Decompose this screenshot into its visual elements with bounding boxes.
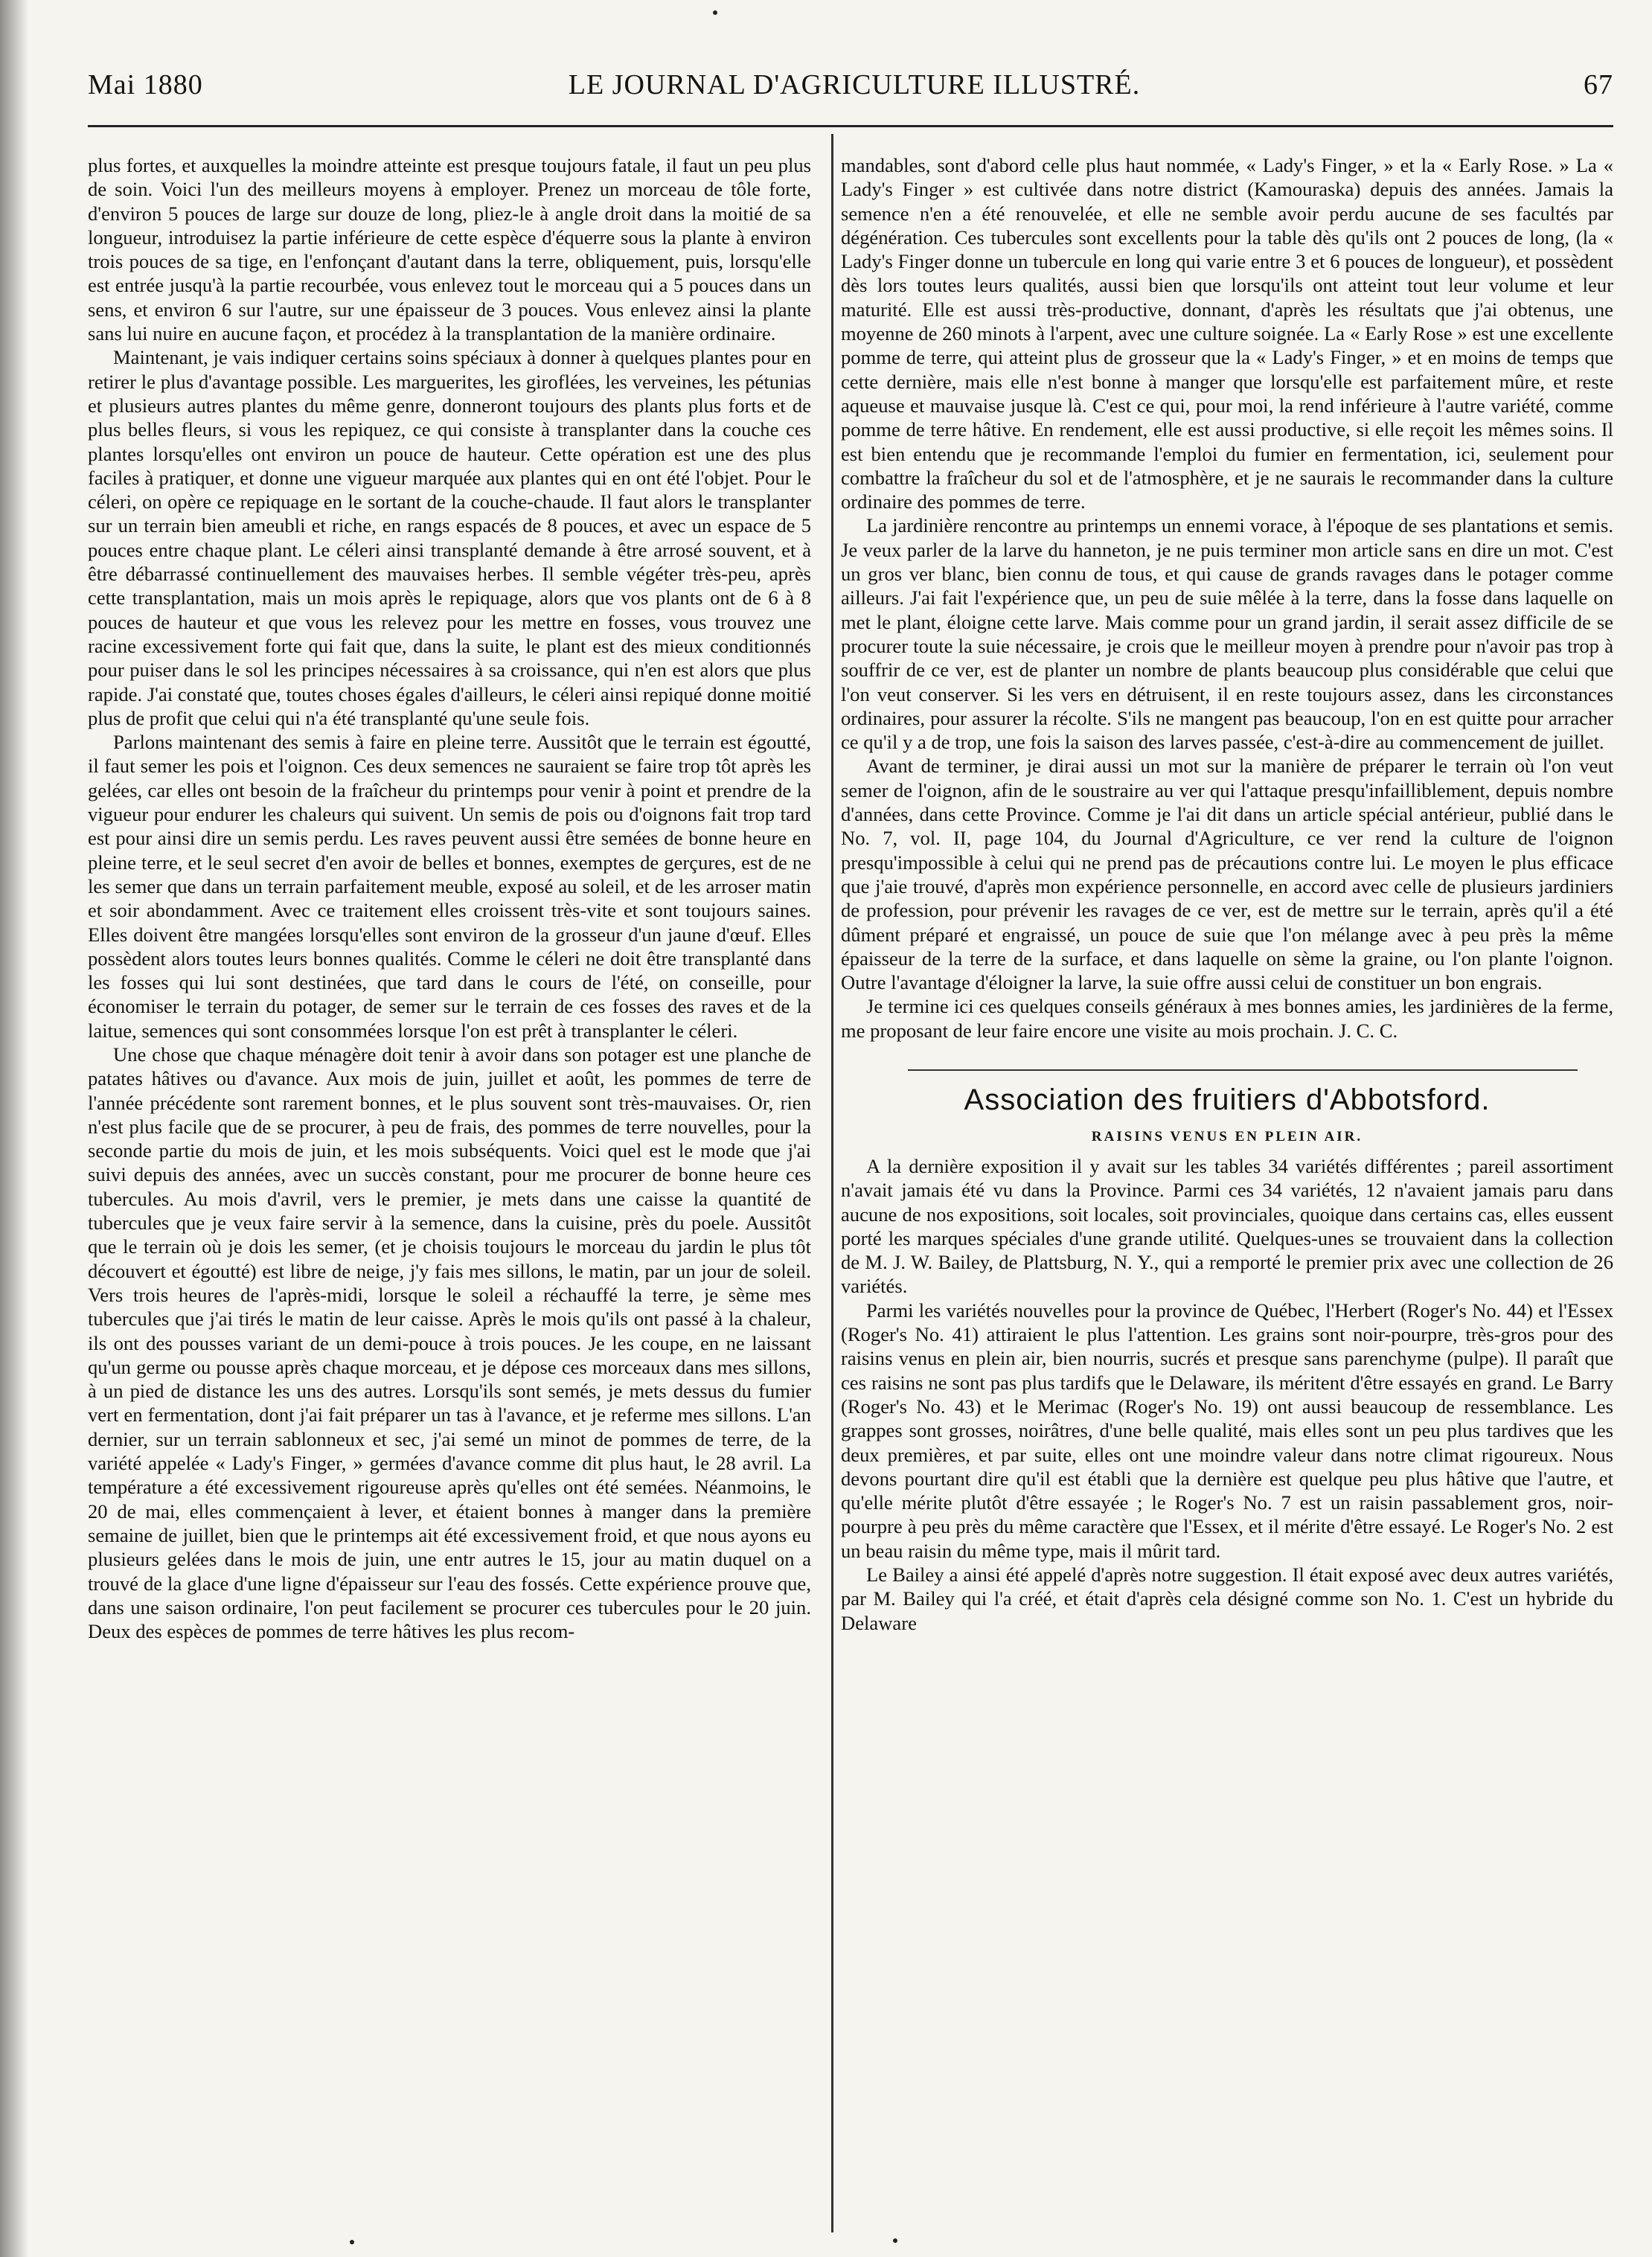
- article-subtitle: RAISINS VENUS EN PLEIN AIR.: [1091, 1128, 1363, 1144]
- left-paragraph-3: Parlons maintenant des semis à faire en pleine terre. Aussitôt que le terrain est égoutté, il faut semer les pois et l'oignon. Ces deux semences ne sauraient se faire trop tôt après les gelées, car elles ont besoin de la fraîcheur du printemps pour venir à point et prendre de la vigueur pour endurer les chaleurs qui suivent. Un semis de pois ou d'oignons fait trop tard est pour ainsi dire un semis perdu. Les raves peuvent aussi être semées de bonne heure en pleine terre, et le seul secret d'en avoir de belles et bonnes, exemptes de gerçures, est de ne les semer que dans un terrain parfaitement meuble, exposé au soleil, et de les arroser matin et soir abondamment. Avec ce traitement elles croissent très-vite et sont toujours saines. Elles doivent être mangées lorsqu'elles sont environ de la grosseur d'un jaune d'œuf. Elles possèdent alors toutes leurs bonnes qualités. Comme le céleri ne doit être transplanté dans les fosses qui lui sont destinées, que tard dans le cours de l'été, on conseille, pour économiser le terrain du potager, de semer sur le terrain de ces fosses des raves et de la laitue, semences qui sont consommées lorsque l'on est prêt à transplanter le céleri.: [88, 731, 811, 1042]
- left-paragraph-4: Une chose que chaque ménagère doit tenir à avoir dans son potager est une planche de patates hâtives ou d'avance. Aux mois de juin, juillet et août, les pommes de terre de l'année précédente sont rarement bonnes, et le plus souvent sont très-mauvaises. Or, rien n'est plus facile que de se procurer, à peu de frais, des pommes de terre nouvelles, pour la seconde partie du mois de juin, et les mois subséquents. Voici quel est le mode que j'ai suivi depuis des années, avec un succès constant, pour me procurer de bonne heure ces tubercules. Au mois d'avril, vers le premier, je mets dans une caisse la quantité de tubercules que je veux faire servir à la semence, dans la cuisine, près du poele. Aussitôt que le terrain où je dois les semer, (et je choisis toujours le morceau du jardin le plus tôt découvert et égoutté) est libre de neige, j'y fais mes sillons, le matin, par un jour de soleil. Vers trois heures de l'après-midi, lorsque le soleil a réchauffé la terre, je sème mes tubercules que j'ai tirés le matin de leur caisse. Après le mois qu'ils ont passé à la chaleur, ils ont des pousses variant de un demi-pouce à trois pouces. Je les coupe, en ne laissant qu'un germe ou pousse après chaque morceau, et je dépose ces morceaux dans mes sillons, à un pied de distance les uns des autres. Lorsqu'ils sont semés, je mets dessus du fumier vert en fermentation, dont j'ai fait préparer un tas à l'avance, et je referme mes sillons. L'an dernier, sur un terrain sablonneux et sec, j'ai semé un minot de pommes de terre, de la variété appelée « Lady's Finger, » germées d'avance comme dit plus haut, le 28 avril. La température a été excessivement rigoureuse après qu'elles ont été semées. Néanmoins, le 20 de mai, elles commençaient à lever, et étaient bonnes à manger dans la première semaine de juillet, bien que le printemps ait été excessivement froid, et que nous ayons eu plusieurs gelées dans le mois de juin, une entr autres le 15, jour au matin duquel on a trouvé de la glace d'une ligne d'épaisseur sur l'eau des fossés. Cette expérience prouve que, dans une saison ordinaire, l'on peut facilement se procurer ces tubercules pour le 20 juin. Deux des espèces de pommes de terre hâtives les plus recom-: [88, 1043, 811, 1643]
- left-paragraph-1: plus fortes, et auxquelles la moindre atteinte est presque toujours fatale, il faut un peu plus de soin. Voici l'un des meilleurs moyens à employer. Prenez un morceau de tôle forte, d'environ 5 pouces de large sur douze de long, pliez-le à angle droit dans la moitié de sa longueur, introduisez la partie inférieure de cette espèce d'équerre sous la plante à environ trois pouces de sa tige, en l'enfonçant d'autant dans la terre, obliquement, puis, lorsqu'elle est entrée jusqu'à la partie recourbée, vous enlevez tout le morceau qui a 5 pouces dans un sens, et environ 6 sur l'autre, sur une épaisseur de 3 pouces. Vous enlevez ainsi la plante sans lui nuire en aucune façon, et procédez à la transplantation de la manière ordinaire.: [88, 154, 811, 345]
- right-paragraph-3: Avant de terminer, je dirai aussi un mot sur la manière de préparer le terrain où l'on veut semer de l'oignon, afin de le soustraire au ver qui l'attaque presqu'infailliblement, depuis nombre d'années, dans cette Province. Comme je l'ai dit dans un article spécial antérieur, publié dans le No. 7, vol. II, page 104, du Journal d'Agriculture, ce ver rend la culture de l'oignon presqu'impossible à celui qui ne prend pas de précautions contre lui. Le moyen le plus efficace que j'aie trouvé, d'après mon expérience personnelle, en accord avec celle de plusieurs jardiniers de profession, pour prévenir les ravages de ce ver, est de mettre sur le terrain, après qu'il a été dûment préparé et engraissé, un pouce de suie que l'on mélange avec à peu près la même épaisseur de la terre de la surface, et dans laquelle on sème la graine, ou l'on plante l'oignon. Outre l'avantage d'éloigner la larve, la suie offre aussi celui de constituer un bon engrais.: [841, 755, 1613, 994]
- page-header: [88, 68, 1613, 113]
- header-date: Mai 1880: [88, 69, 203, 100]
- header-rule: [88, 125, 1613, 127]
- left-paragraph-2: Maintenant, je vais indiquer certains soins spéciaux à donner à quelques plantes pour en retirer le plus d'avantage possible. Les marguerites, les giroflées, les verveines, les pétunias et plusieurs autres plantes du même genre, donneront toujours des plants plus forts et de plus belles fleurs, si vous les repiquez, ce qui consiste à transplanter dans la couche ces plantes lorsqu'elles ont environ un pouce de hauteur. Cette opération est une des plus faciles à pratiquer, et donne une vigueur marquée aux plantes qui en ont été l'objet. Pour le céleri, on opère ce repiquage en le sortant de la couche-chaude. Il faut alors le transplanter sur un terrain bien ameubli et riche, en rangs espacés de 8 pouces, et avec un espace de 5 pouces entre chaque plant. Le céleri ainsi transplanté demande à être arrosé souvent, et à être débarrassé continuellement des mauvaises herbes. Il semble végéter très-peu, après cette transplantation, mais un mois après le repiquage, alors que vos plants ont de 6 à 8 pouces de hauteur et que vous les relevez pour les mettre en fosses, vous trouvez une racine excessivement forte qui fait que, dans la suite, le plant est des mieux conditionnés pour puiser dans le sol les principes nécessaires à sa croissance, qui n'en est alors que plus rapide. J'ai constaté que, toutes choses égales d'ailleurs, le céleri ainsi repiqué donne moitié plus de profit que celui qui n'a été transplanté qu'une seule fois.: [88, 346, 811, 729]
- right-paragraph-7: Le Bailey a ainsi été appelé d'après notre suggestion. Il était exposé avec deux autres variétés, par M. Bailey qui l'a créé, et était d'après cela désigné comme son No. 1. C'est un hybride du Delaware: [841, 1563, 1613, 1634]
- print-speck: [893, 2238, 897, 2243]
- right-paragraph-5: A la dernière exposition il y avait sur les tables 34 variétés différentes ; pareil assortiment n'avait jamais été vu dans la Province. Parmi ces 34 variétés, 12 n'avaient jamais paru dans aucune de nos expositions, soit locales, soit provinciales, quoique dans certains cas, elles eussent porté les marques spéciales d'une grande utilité. Quelques-unes se trouvaient dans la collection de M. J. W. Bailey, de Plattsburg, N. Y., qui a remporté le premier prix avec une collection de 26 variétés.: [841, 1154, 1613, 1298]
- right-paragraph-4: Je termine ici ces quelques conseils généraux à mes bonnes amies, les jardinières de la ferme, me proposant de leur faire encore une visite au mois prochain. J. C. C.: [841, 995, 1613, 1042]
- article-title: Association des fruitiers d'Abbotsford.: [964, 1083, 1491, 1116]
- print-speck: [713, 10, 717, 15]
- right-paragraph-2: La jardinière rencontre au printemps un ennemi vorace, à l'époque de ses plantations et semis. Je veux parler de la larve du hanneton, je ne puis terminer mon article sans en dire un mot. C'est un gros ver blanc, bien connu de tous, et qui cause de grands ravages dans le potager comme ailleurs. J'ai fait l'expérience que, un peu de suie mêlée à la terre, dans la fosse dans laquelle on met le plant, éloigne cette larve. Mais comme pour un grand jardin, il serait assez difficile de se procurer toute la suie nécessaire, je crois que le meilleur moyen à prendre pour n'avoir pas trop à souffrir de ce ver, est de planter un nombre de plants beaucoup plus considérable que celui que l'on veut conserver. Si les vers en détruisent, il en reste toujours assez, dans les circonstances ordinaires, pour assurer la récolte. S'ils ne mangent pas beaucoup, l'on en est quitte pour arracher ce qu'il y a de trop, une fois la saison des larves passée, c'est-à-dire au commencement de juillet.: [841, 514, 1613, 754]
- right-paragraph-1: mandables, sont d'abord celle plus haut nommée, « Lady's Finger, » et la « Early Rose. » La « Lady's Finger » est cultivée dans notre district (Kamouraska) depuis des années. Jamais la semence n'en a été renouvelée, et elle ne semble avoir perdu aucune de ses facultés par dégénération. Ces tubercules sont excellents pour la table dès qu'ils ont 2 pouces de long, (la « Lady's Finger donne un tubercule en long qui varie entre 3 et 6 pouces de longueur), et possèdent dès lors toutes leurs qualités, aussi bien que lorsqu'ils ont atteint tout leur volume et leur maturité. Elle est aussi très-productive, donnant, d'après les résultats que j'ai obtenus, une moyenne de 260 minots à l'arpent, avec une culture soignée. La « Early Rose » est une excellente pomme de terre, qui atteint plus de grosseur que la « Lady's Finger, » et en moins de temps que cette dernière, mais elle n'est bonne à manger que lorsqu'elle est parfaitement mûre, et reste aqueuse et mauvaise jusque là. C'est ce qui, pour moi, la rend inférieure à l'autre variété, comme pomme de terre hâtive. En rendement, elle est aussi productive, si elle reçoit les mêmes soins. Il est bien entendu que je recommande l'emploi du fumier en fermentation, ici, seulement pour combattre la fraîcheur du sol et de l'atmosphère, et je ne saurais le recommander dans la culture ordinaire des pommes de terre.: [841, 154, 1613, 513]
- right-paragraph-6: Parmi les variétés nouvelles pour la province de Québec, l'Herbert (Roger's No. 44) et l'Essex (Roger's No. 41) attiraient le plus l'attention. Les grains sont noir-pourpre, très-gros pour des raisins venus en plein air, bien nourris, sucrés et presque sans parenchyme (pulpe). Il paraît que ces raisins ne sont pas plus tardifs que le Delaware, ils méritent d'être essayés en grand. Le Barry (Roger's No. 43) et le Merimac (Roger's No. 19) ont aussi beaucoup de ressemblance. Les grappes sont grosses, noirâtres, d'une belle qualité, mais elles sont un peu plus tardives que les deux premières, et par suite, elles ont une moindre valeur dans notre climat rigoureux. Nous devons pourtant dire qu'il est établi que la dernière est quelque peu plus hâtive que l'autre, et qu'elle mérite plutôt d'être essayée ; le Roger's No. 7 est un raisin passablement gros, noir-pourpre à peu près du même caractère que l'Essex, et il mérite d'être essayé. Le Roger's No. 2 est un beau raisin du même type, mais il mûrit tard.: [841, 1299, 1613, 1562]
- column-divider: [831, 134, 833, 2232]
- left-column: [88, 153, 811, 1643]
- right-column: [841, 153, 1613, 1635]
- print-speck: [350, 2240, 354, 2244]
- header-title: LE JOURNAL D'AGRICULTURE ILLUSTRÉ.: [568, 69, 1141, 100]
- header-page-number: 67: [1584, 69, 1613, 100]
- binding-edge-shadow: [0, 0, 30, 2257]
- article-separator-rule: [908, 1069, 1578, 1071]
